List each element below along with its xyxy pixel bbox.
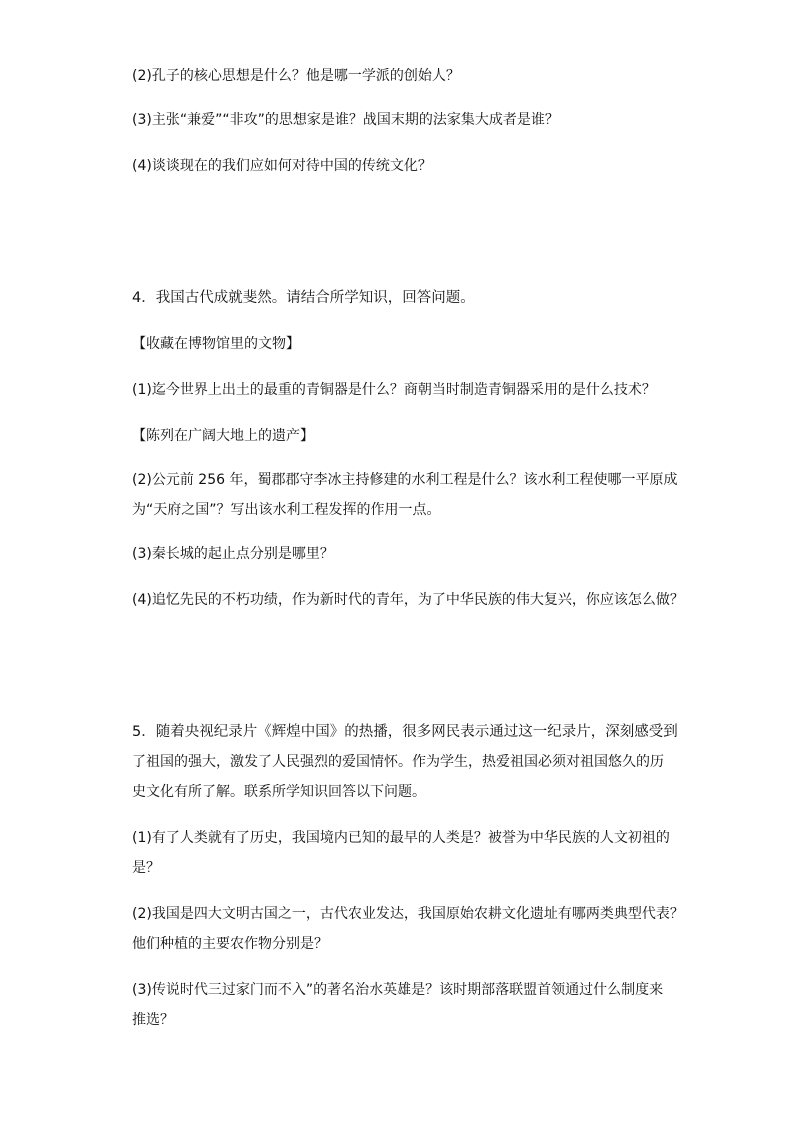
q3-part2-text: (2)孔子的核心思想是什么？他是哪一学派的创始人？ (132, 68, 460, 84)
q3-part3-text: (3)主张“兼爱”“非攻”的思想家是谁？战国末期的法家集大成者是谁？ (132, 112, 559, 128)
q5-part2-line2: 他们种植的主要农作物分别是？ (132, 936, 328, 952)
q5-part1-line1: (1)有了人类就有了历史，我国境内已知的最早的人类是？被誉为中华民族的人文初祖的 (132, 830, 670, 846)
q4-part3-text: (3)秦长城的起止点分别是哪里？ (132, 546, 334, 562)
q4-section-heading-2: 【陈列在广阔大地上的遗产】 (132, 428, 314, 444)
q5-line2: 了祖国的强大，激发了人民强烈的爱国情怀。作为学生，热爱祖国必须对祖国悠久的历 (132, 754, 664, 770)
q4-title: 4．我国古代成就斐然。请结合所学知识，回答问题。 (132, 290, 475, 306)
q5-part2-line1: (2)我国是四大文明古国之一，古代农业发达，我国原始农耕文化遗址有哪两类典型代表？ (132, 906, 684, 922)
q5-part3-line2: 推选？ (132, 1012, 174, 1028)
q4-part1-text: (1)迄今世界上出土的最重的青铜器是什么？商朝当时制造青铜器采用的是什么技术？ (132, 382, 656, 398)
q4-part2-line1: (2)公元前 256 年，蜀郡郡守李冰主持修建的水利工程是什么？该水利工程使哪一平原成 (132, 472, 678, 488)
q5-part1-line2: 是？ (132, 860, 160, 876)
q5-line3: 史文化有所了解。联系所学知识回答以下问题。 (132, 784, 426, 800)
q5-line1: 5．随着央视纪录片《辉煌中国》的热播，很多网民表示通过这一纪录片，深刻感受到 (132, 724, 678, 740)
q4-part4-text: (4)追忆先民的不朽功绩，作为新时代的青年，为了中华民族的伟大复兴，你应该怎么做？ (132, 592, 684, 608)
q5-part3-line1: (3)传说时代三过家门而不入”的著名治水英雄是？该时期部落联盟首领通过什么制度来 (132, 982, 664, 998)
q4-section-heading-1: 【收藏在博物馆里的文物】 (132, 336, 300, 352)
q3-part4-text: (4)谈谈现在的我们应如何对待中国的传统文化？ (132, 158, 432, 174)
q4-part2-line2: 为“天府之国”？写出该水利工程发挥的作用一点。 (132, 502, 441, 518)
